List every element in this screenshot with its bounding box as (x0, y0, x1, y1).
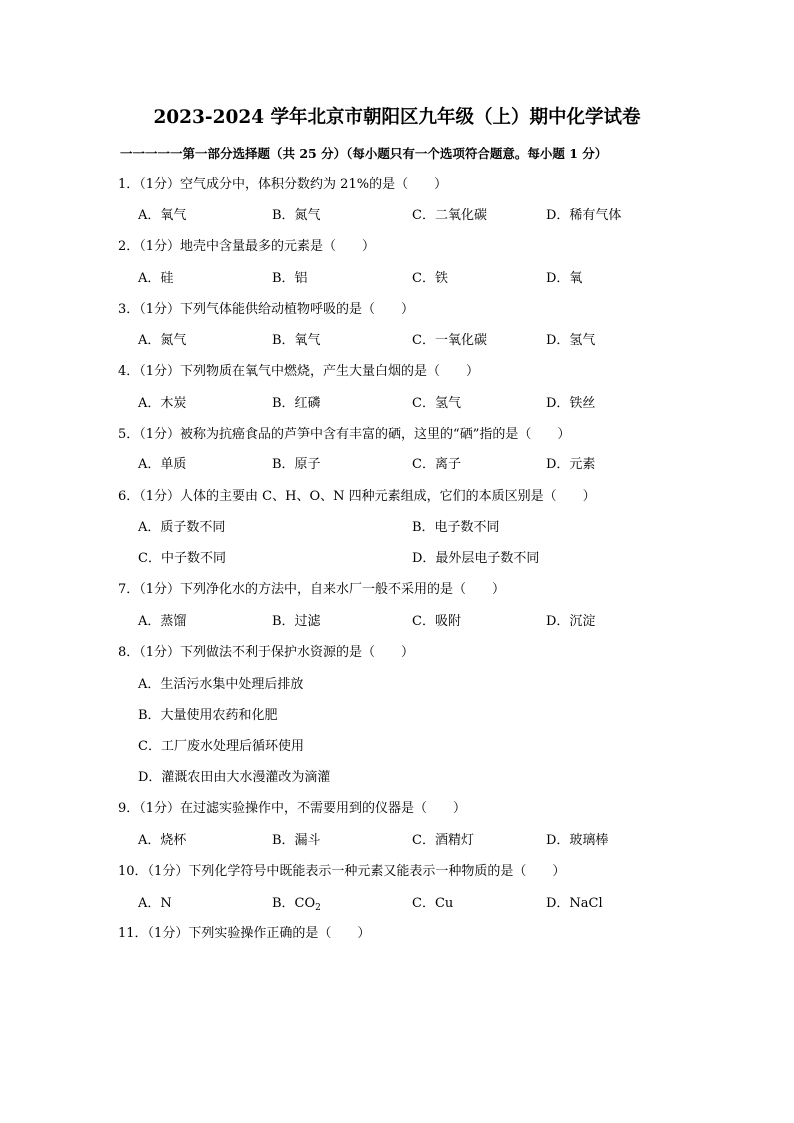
question-2-option-d: D．氧 (546, 271, 583, 286)
question-3-stem: 3．（1分）下列气体能供给动植物呼吸的是（ ） (118, 302, 415, 317)
question-10-option-d: D．NaCl (546, 896, 603, 911)
question-3-option-b: B．氧气 (272, 333, 321, 348)
question-5-option-d: D．元素 (546, 457, 596, 472)
question-11-stem: 11．（1分）下列实验操作正确的是（ ） (118, 926, 371, 941)
question-5-option-c: C．离子 (412, 457, 461, 472)
question-1-option-b: B．氮气 (272, 208, 321, 223)
question-2-stem: 2．（1分）地壳中含量最多的元素是（ ） (118, 239, 376, 254)
question-2-option-a: A．硅 (138, 271, 174, 286)
question-5-stem: 5．（1分）被称为抗癌食品的芦笋中含有丰富的硒，这里的“硒”指的是（ ） (118, 427, 571, 442)
question-9-option-b: B．漏斗 (272, 833, 321, 848)
question-6-stem: 6．（1分）人体的主要由 C、H、O、N 四种元素组成，它们的本质区别是（ ） (118, 489, 596, 504)
question-1-option-a: A．氧气 (138, 208, 187, 223)
question-10-option-b-subscript: 2 (315, 903, 321, 913)
question-1-option-c: C．二氧化碳 (412, 208, 487, 223)
question-9-stem: 9．（1分）在过滤实验操作中，不需要用到的仪器是（ ） (118, 801, 467, 816)
question-4-option-a: A．木炭 (138, 396, 187, 411)
question-5-option-a: A．单质 (138, 457, 187, 472)
question-2-option-c: C．铁 (412, 271, 448, 286)
question-6-option-d: D．最外层电子数不同 (412, 551, 540, 566)
question-3-option-d: D．氢气 (546, 333, 596, 348)
question-6-option-c: C．中子数不同 (138, 551, 226, 566)
question-3-option-c: C．一氧化碳 (412, 333, 487, 348)
question-2-option-b: B．铝 (272, 271, 308, 286)
question-4-option-b: B．红磷 (272, 396, 321, 411)
question-9-option-a: A．烧杯 (138, 833, 187, 848)
question-4-option-c: C．氢气 (412, 396, 461, 411)
section-header: 一一一一一第一部分选择题（共 25 分）（每小题只有一个选项符合题意。每小题 1 分） (120, 146, 608, 161)
question-6-option-a: A．质子数不同 (138, 520, 226, 535)
exam-title: 2023-2024 学年北京市朝阳区九年级（上）期中化学试卷 (153, 107, 641, 128)
question-7-option-c: C．吸附 (412, 614, 461, 629)
question-4-stem: 4．（1分）下列物质在氧气中燃烧，产生大量白烟的是（ ） (118, 364, 480, 379)
question-8-option-a: A．生活污水集中处理后排放 (138, 677, 304, 692)
question-6-option-b: B．电子数不同 (412, 520, 500, 535)
question-10-option-b-text: B．CO (272, 896, 316, 911)
question-8-option-c: C．工厂废水处理后循环使用 (138, 739, 304, 754)
question-7-option-d: D．沉淀 (546, 614, 596, 629)
question-1-option-d: D．稀有气体 (546, 208, 622, 223)
question-9-option-c: C．酒精灯 (412, 833, 474, 848)
question-9-option-d: D．玻璃棒 (546, 833, 609, 848)
question-3-option-a: A．氮气 (138, 333, 187, 348)
question-10-option-a: A．N (138, 896, 172, 911)
question-7-option-a: A．蒸馏 (138, 614, 187, 629)
question-5-option-b: B．原子 (272, 457, 321, 472)
question-7-option-b: B．过滤 (272, 614, 321, 629)
question-4-option-d: D．铁丝 (546, 396, 596, 411)
question-1-stem: 1．（1分）空气成分中，体积分数约为 21%的是（ ） (118, 177, 448, 192)
question-8-stem: 8．（1分）下列做法不利于保护水资源的是（ ） (118, 645, 415, 660)
question-10-stem: 10．（1分）下列化学符号中既能表示一种元素又能表示一种物质的是（ ） (118, 864, 566, 879)
question-10-option-b (272, 896, 321, 912)
question-10-option-c: C．Cu (412, 896, 454, 911)
question-7-stem: 7．（1分）下列净化水的方法中，自来水厂一般不采用的是（ ） (118, 582, 506, 597)
question-8-option-d: D．灌溉农田由大水漫灌改为滴灌 (138, 770, 331, 785)
question-8-option-b: B．大量使用农药和化肥 (138, 708, 278, 723)
